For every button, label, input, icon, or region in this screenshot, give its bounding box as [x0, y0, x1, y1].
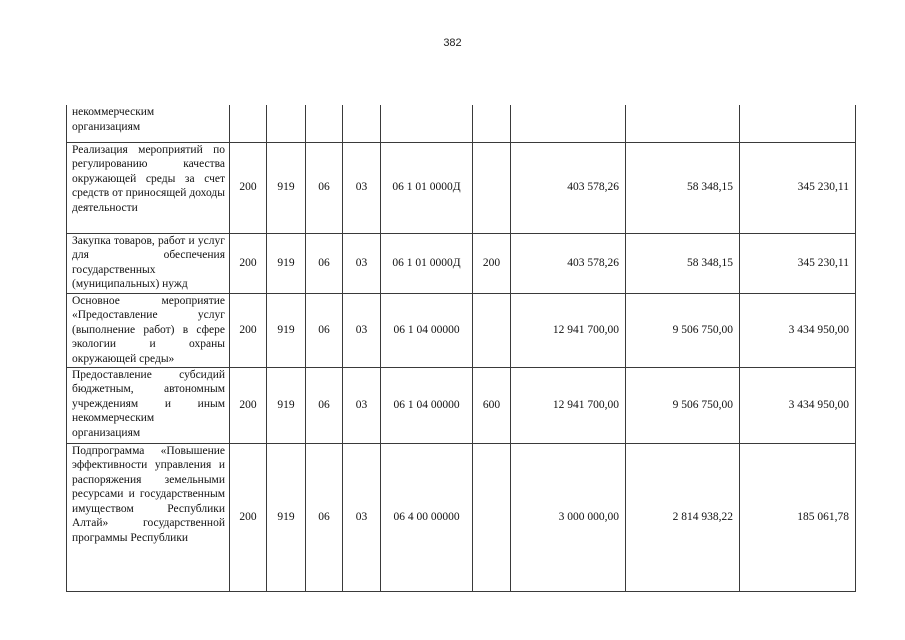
row-vr [473, 105, 511, 142]
row-reg [740, 105, 856, 142]
row-sec: 06 [306, 443, 343, 591]
row-sec: 06 [306, 293, 343, 367]
row-vr [473, 142, 511, 233]
row-csr: 06 1 04 00000 [381, 367, 473, 443]
page-number: 382 [443, 37, 462, 49]
row-reg: 3 434 950,00 [740, 367, 856, 443]
table-row [67, 142, 856, 233]
table-row [67, 233, 856, 293]
row-csr: 06 1 01 0000Д [381, 142, 473, 233]
row-total: 403 578,26 [511, 233, 626, 293]
row-dept [267, 105, 306, 142]
row-total: 3 000 000,00 [511, 443, 626, 591]
row-adm: 200 [230, 293, 267, 367]
row-name: Предоставление субсидий бюджетным, автономным учреждениям и иным некоммерческим организациям [67, 367, 230, 443]
row-sub: 03 [343, 233, 381, 293]
row-sub [343, 105, 381, 142]
row-fed: 2 814 938,22 [626, 443, 740, 591]
row-sec [306, 105, 343, 142]
row-adm: 200 [230, 367, 267, 443]
row-adm: 200 [230, 233, 267, 293]
row-csr: 06 4 00 00000 [381, 443, 473, 591]
row-fed: 9 506 750,00 [626, 293, 740, 367]
budget-table [66, 105, 856, 592]
row-fed: 58 348,15 [626, 142, 740, 233]
table-row [67, 293, 856, 367]
row-name: Основное мероприятие «Предоставление услуг (выполнение работ) в сфере экологии и охраны окружающей среды» [67, 293, 230, 367]
row-dept: 919 [267, 367, 306, 443]
row-sec: 06 [306, 233, 343, 293]
row-name: Реализация мероприятий по регулированию качества окружающей среды за счет средств от приносящей доходы деятельности [67, 142, 230, 233]
row-csr: 06 1 04 00000 [381, 293, 473, 367]
table-row [67, 367, 856, 443]
table-row [67, 105, 856, 142]
row-sub: 03 [343, 443, 381, 591]
row-total: 12 941 700,00 [511, 293, 626, 367]
row-sec: 06 [306, 142, 343, 233]
row-name: Закупка товаров, работ и услуг для обеспечения государственных (муниципальных) нужд [67, 233, 230, 293]
row-total [511, 105, 626, 142]
row-sub: 03 [343, 142, 381, 233]
row-csr [381, 105, 473, 142]
row-vr: 600 [473, 367, 511, 443]
row-adm [230, 105, 267, 142]
row-dept: 919 [267, 233, 306, 293]
row-dept: 919 [267, 293, 306, 367]
row-vr [473, 443, 511, 591]
table-row [67, 443, 856, 591]
row-vr [473, 293, 511, 367]
row-dept: 919 [267, 443, 306, 591]
row-adm: 200 [230, 443, 267, 591]
row-fed: 58 348,15 [626, 233, 740, 293]
row-reg: 3 434 950,00 [740, 293, 856, 367]
row-sec: 06 [306, 367, 343, 443]
row-total: 12 941 700,00 [511, 367, 626, 443]
row-total: 403 578,26 [511, 142, 626, 233]
row-vr: 200 [473, 233, 511, 293]
row-name: некоммерческим организациям [67, 105, 230, 142]
row-fed: 9 506 750,00 [626, 367, 740, 443]
row-adm: 200 [230, 142, 267, 233]
row-name: Подпрограмма «Повышение эффективности управления и распоряжения земельными ресурсами и государственным имуществом Республики Алтай» государственной программы Республики [67, 443, 230, 591]
row-sub: 03 [343, 293, 381, 367]
row-reg: 345 230,11 [740, 233, 856, 293]
row-reg: 345 230,11 [740, 142, 856, 233]
row-sub: 03 [343, 367, 381, 443]
row-dept: 919 [267, 142, 306, 233]
row-fed [626, 105, 740, 142]
row-reg: 185 061,78 [740, 443, 856, 591]
row-csr: 06 1 01 0000Д [381, 233, 473, 293]
